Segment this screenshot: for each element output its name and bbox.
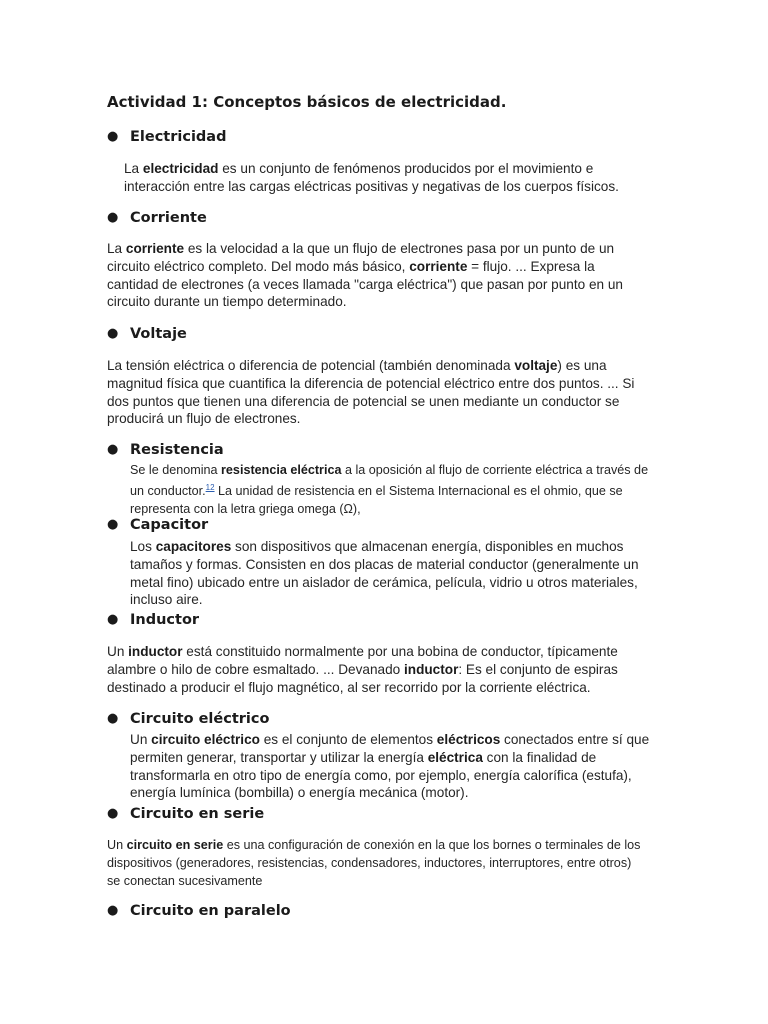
bullet-icon: ●	[107, 442, 119, 457]
heading-resistencia	[107, 442, 224, 458]
bullet-icon: ●	[107, 903, 119, 918]
heading-electricidad	[107, 129, 226, 145]
heading-text: Capacitor	[130, 517, 209, 533]
bullet-icon: ●	[107, 129, 119, 144]
heading-text: Resistencia	[130, 442, 224, 458]
heading-corriente	[107, 210, 207, 226]
paragraph-electricidad: La electricidad es un conjunto de fenómenos producidos por el movimiento e interacción entre las cargas eléctricas positivas y negativas de los cuerpos físicos.	[124, 161, 619, 194]
heading-text: Inductor	[130, 612, 200, 628]
heading-text: Circuito en paralelo	[130, 903, 291, 919]
paragraph-corriente: La corriente es la velocidad a la que un flujo de electrones pasa por un punto de un circuito eléctrico completo. Del modo más básico, corriente = flujo. ... Expresa la cantidad de electrones (a veces llamada "carga eléctrica") que pasan por punto en un circuito durante un tiempo determinado.	[107, 241, 623, 310]
page-title: Actividad 1: Conceptos básicos de electricidad.	[107, 93, 507, 111]
bullet-icon: ●	[107, 711, 119, 726]
heading-voltaje	[107, 326, 187, 342]
heading-circuito-serie	[107, 806, 264, 822]
bullet-icon: ●	[107, 806, 119, 821]
paragraph-circuito-electrico: Un circuito eléctrico es el conjunto de elementos eléctricos conectados entre sí que permiten generar, transportar y utilizar la energía eléctrica con la finalidad de transformarla en otro tipo de energía como, por ejemplo, energía calorífica (estufa), energía lumínica (bombilla) o energía mecánica (motor).	[130, 732, 650, 801]
bullet-icon: ●	[107, 326, 119, 341]
paragraph-inductor: Un inductor está constituido normalmente por una bobina de conductor, típicamente alambre o hilo de cobre esmaltado. ... Devanado inductor: Es el conjunto de espiras destinado a producir el flujo magnético, al ser recorrido por la corriente eléctrica.	[107, 644, 618, 695]
heading-capacitor	[107, 517, 208, 533]
reference-link[interactable]: 12	[205, 483, 215, 492]
heading-text: Corriente	[130, 210, 207, 226]
heading-circuito-paralelo	[107, 903, 291, 919]
heading-text: Circuito eléctrico	[130, 711, 270, 727]
paragraph-resistencia: Se le denomina resistencia eléctrica a la oposición al flujo de corriente eléctrica a través de un conductor.$^{12}$ La unidad de resistencia en el Sistema Internacional es el ohmio, que se representa con la letra griega omega (Ω),	[130, 463, 649, 516]
heading-text: Voltaje	[130, 326, 187, 342]
paragraph-voltaje: La tensión eléctrica o diferencia de potencial (también denominada voltaje) es una magnitud física que cuantifica la diferencia de potencial eléctrico entre dos puntos. ... Si dos puntos que tienen una diferencia de potencial se unen mediante un conductor se producirá un flujo de electrones.	[107, 358, 635, 427]
paragraph-circuito-serie: Un circuito en serie es una configuración de conexión en la que los bornes o terminales de los dispositivos (generadores, resistencias, condensadores, inductores, interruptores, entre otros) se conectan sucesivamente	[107, 838, 641, 888]
paragraph-capacitor: Los capacitores son dispositivos que almacenan energía, disponibles en muchos tamaños y formas. Consisten en dos placas de material conductor (generalmente un metal fino) ubicado entre un aislador de cerámica, película, vidrio u otros materiales, incluso aire.	[130, 539, 639, 608]
heading-text: Circuito en serie	[130, 806, 265, 822]
heading-text: Electricidad	[130, 129, 227, 145]
bullet-icon: ●	[107, 210, 119, 225]
heading-inductor	[107, 612, 199, 628]
heading-circuito-electrico	[107, 711, 269, 727]
bullet-icon: ●	[107, 612, 119, 627]
bullet-icon: ●	[107, 517, 119, 532]
